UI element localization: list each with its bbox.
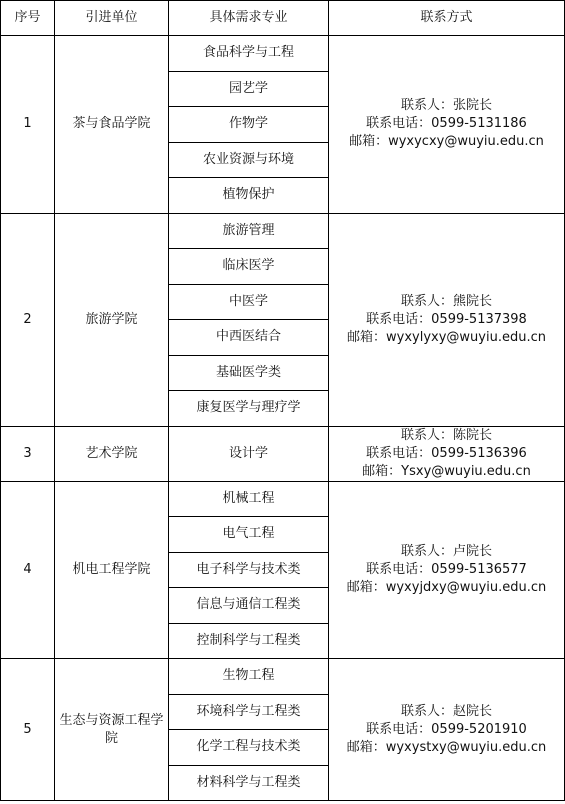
row-number: 1	[1, 36, 55, 214]
contact-info	[329, 213, 565, 426]
contact-email: 邮箱：wyxylyxy@wuyiu.edu.cn	[347, 329, 546, 345]
contact-phone: 联系电话：0599-5201910	[366, 721, 527, 737]
major-item: 控制科学与工程类	[169, 623, 329, 659]
contact-person: 联系人：卢院长	[400, 543, 492, 559]
header-majors: 具体需求专业	[169, 1, 329, 36]
header-row	[1, 1, 565, 36]
major-item: 材料科学与工程类	[169, 765, 329, 801]
major-item: 化学工程与技术类	[169, 730, 329, 766]
major-item: 环境科学与工程类	[169, 694, 329, 730]
contact-email: 邮箱：wyxycxy@wuyiu.edu.cn	[349, 134, 544, 150]
major-item: 中西医结合	[169, 320, 329, 356]
major-item: 中医学	[169, 284, 329, 320]
major-item: 康复医学与理疗学	[169, 391, 329, 427]
contact-person: 联系人：赵院长	[400, 703, 492, 719]
major-item: 电气工程	[169, 517, 329, 553]
major-item: 电子科学与技术类	[169, 552, 329, 588]
row-number: 4	[1, 481, 55, 659]
unit-name: 旅游学院	[55, 213, 169, 426]
contact-info	[329, 659, 565, 801]
contact-email: 邮箱：wyxystxy@wuyiu.edu.cn	[346, 739, 547, 755]
table-row	[1, 36, 565, 72]
unit-name: 生态与资源工程学院	[55, 659, 169, 801]
unit-name: 艺术学院	[55, 426, 169, 481]
table-row	[1, 659, 565, 695]
major-item: 农业资源与环境	[169, 142, 329, 178]
contact-info	[329, 481, 565, 659]
contact-email: 邮箱：wyxyjdxy@wuyiu.edu.cn	[346, 579, 547, 595]
unit-name: 机电工程学院	[55, 481, 169, 659]
header-unit: 引进单位	[55, 1, 169, 36]
major-item: 设计学	[169, 426, 329, 481]
contact-info	[329, 426, 565, 481]
contact-phone: 联系电话：0599-5136577	[366, 561, 527, 577]
contact-person: 联系人：熊院长	[400, 293, 492, 309]
header-contact: 联系方式	[329, 1, 565, 36]
major-item: 基础医学类	[169, 355, 329, 391]
major-item: 机械工程	[169, 481, 329, 517]
contact-phone: 联系电话：0599-5137398	[366, 311, 527, 327]
major-item: 信息与通信工程类	[169, 588, 329, 624]
row-number: 3	[1, 426, 55, 481]
major-item: 作物学	[169, 107, 329, 143]
row-number: 5	[1, 659, 55, 801]
contact-info	[329, 36, 565, 214]
table-row	[1, 481, 565, 517]
contact-email: 邮箱：Ysxy@wuyiu.edu.cn	[362, 463, 531, 479]
row-number: 2	[1, 213, 55, 426]
table-row	[1, 213, 565, 249]
contact-phone: 联系电话：0599-5131186	[366, 116, 527, 132]
contact-person: 联系人：陈院长	[400, 427, 492, 443]
header-no: 序号	[1, 1, 55, 36]
major-item: 生物工程	[169, 659, 329, 695]
contact-person: 联系人：张院长	[400, 98, 492, 114]
table-row	[1, 426, 565, 481]
major-item: 临床医学	[169, 249, 329, 285]
major-item: 旅游管理	[169, 213, 329, 249]
major-item: 园艺学	[169, 71, 329, 107]
major-item: 食品科学与工程	[169, 36, 329, 72]
contact-phone: 联系电话：0599-5136396	[366, 445, 527, 461]
table-body	[1, 36, 565, 801]
unit-name: 茶与食品学院	[55, 36, 169, 214]
major-item: 植物保护	[169, 178, 329, 214]
